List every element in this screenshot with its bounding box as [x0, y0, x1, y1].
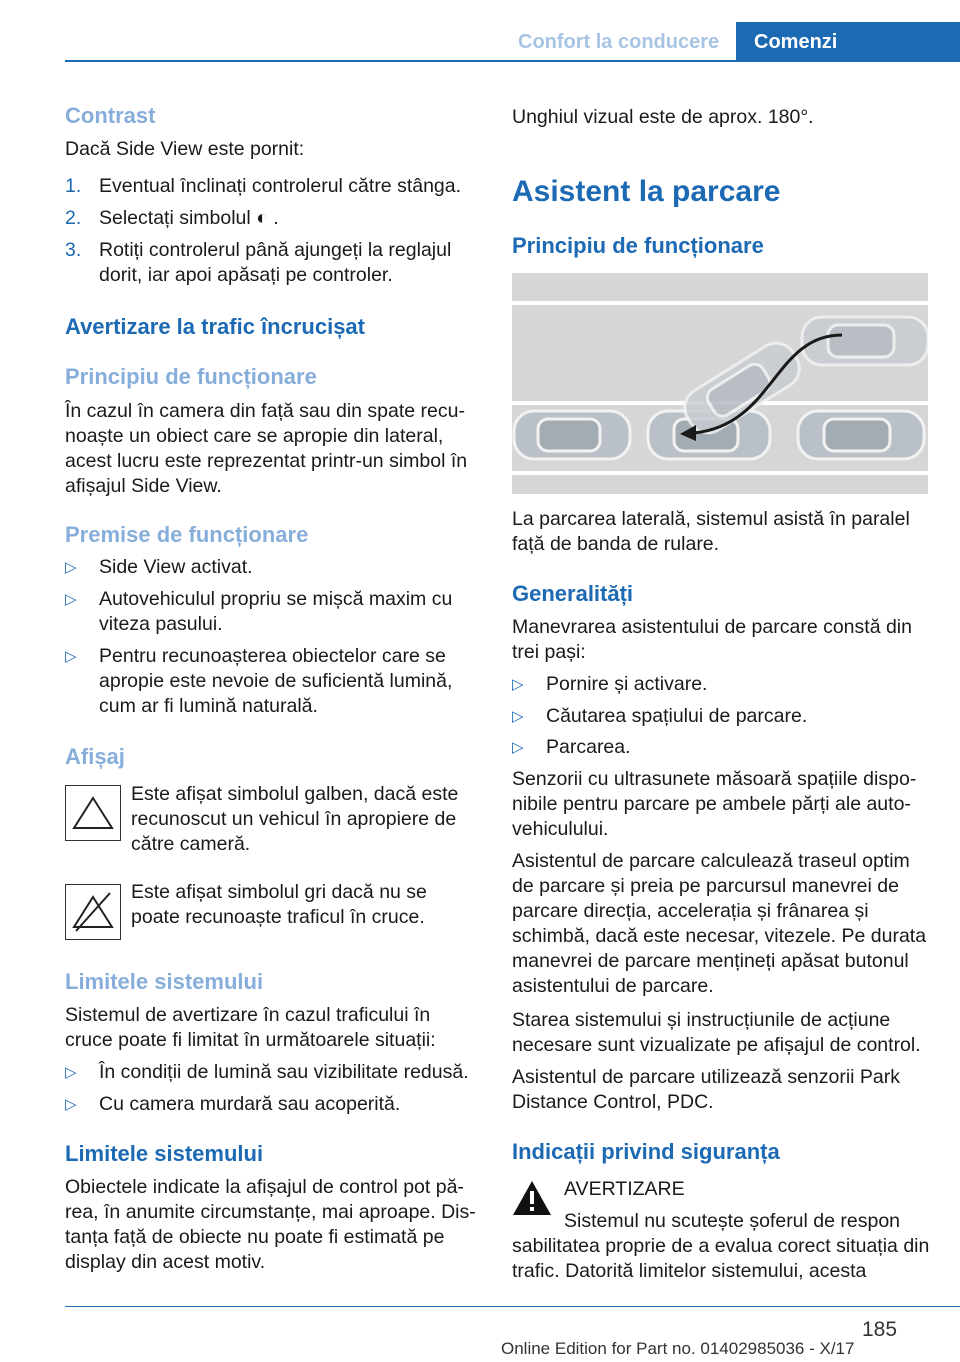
- general-step: [512, 672, 930, 697]
- step-number: 1.: [65, 175, 82, 197]
- parked-car-left: [514, 411, 630, 459]
- contrast-intro: Dacă Side View este pornit:: [65, 138, 305, 160]
- step-text: Eventual înclinați controlerul către stânga.: [99, 175, 462, 197]
- general-heading: Generalități: [512, 581, 634, 606]
- footer-rule: [65, 1306, 960, 1307]
- pdc-text: Asistentul de parcare utilizează senzorii Park Distance Control, PDC.: [512, 1066, 901, 1113]
- bullet-triangle-icon: ▷: [65, 1096, 77, 1113]
- limits-heading: Limitele sistemului: [65, 969, 264, 994]
- step-number: 3.: [65, 239, 82, 261]
- warning-text: sabilitatea proprie de a evalua corect situația din trafic. Datorită limitelor sistemului, acesta: [512, 1235, 930, 1282]
- principle-text: În cazul în camera din față sau din spate recunoaște un obiect care se apropie din lateral, acest lucru este reprezentat printr-un simbol în afișajul Side View.: [65, 400, 468, 497]
- contrast-heading: Contrast: [65, 103, 156, 128]
- requirements-heading: Premise de funcționare: [65, 522, 309, 547]
- edition-footer: Online Edition for Part no. 01402985036 - X/17: [501, 1339, 855, 1358]
- limits-heading-2: Limitele sistemului: [65, 1141, 264, 1166]
- warning-triangle-icon: [65, 785, 121, 841]
- safety-heading: Indicații privind siguranța: [512, 1139, 780, 1164]
- contrast-step: [65, 174, 481, 199]
- viewing-angle-text: Unghiul vizual este de aprox. 180°.: [512, 106, 814, 128]
- bullet-triangle-icon: ▷: [65, 648, 77, 665]
- display-heading: Afișaj: [65, 744, 125, 769]
- parked-car-right: [798, 411, 924, 459]
- limits-text: Sistemul de avertizare în cazul traficului în cruce poate fi limitat în următoarele situații:: [65, 1004, 436, 1051]
- limit-text: Cu camera murdară sau acoperită.: [99, 1093, 401, 1115]
- warning-triangle-crossed-icon: [65, 884, 121, 940]
- header-rule: [65, 60, 960, 62]
- bullet-triangle-icon: ▷: [65, 1064, 77, 1081]
- requirement-text: Autovehiculul propriu se mișcă maxim cu viteza pasului.: [99, 588, 453, 635]
- general-step-text: Căutarea spațiului de parcare.: [546, 705, 808, 727]
- status-text: Starea sistemului și instrucțiunile de acțiune necesare sunt vizualizate pe afișajul de control.: [512, 1009, 921, 1056]
- bullet-triangle-icon: ▷: [65, 559, 77, 576]
- contrast-step: [65, 206, 481, 231]
- warning-label: AVERTIZARE: [564, 1178, 685, 1200]
- step-text: Rotiți controlerul până ajungeți la reglajul dorit, iar apoi apăsați pe controler.: [99, 239, 452, 286]
- bullet-triangle-icon: ▷: [65, 591, 77, 608]
- limit-item: [65, 1092, 481, 1117]
- requirement-text: Pentru recunoașterea obiectelor care se apropie este nevoie de suficientă lumină, cum ar fi lumină naturală.: [99, 645, 453, 717]
- page-number: 185: [862, 1318, 898, 1341]
- cross-traffic-heading: Avertizare la trafic încrucișat: [65, 314, 365, 339]
- requirement-item: [65, 587, 481, 637]
- limit-text: În condiții de lumină sau vizibilitate redusă.: [99, 1061, 469, 1083]
- warning-icon: [512, 1180, 552, 1216]
- sensors-text: Senzorii cu ultrasunete măsoară spațiile disponibile pentru parcare pe ambele părți ale autovehiculului.: [512, 768, 917, 840]
- general-text: Manevrarea asistentului de parcare constă din trei pași:: [512, 616, 912, 663]
- limits-text-2: Obiectele indicate la afișajul de control pot părea, în anumite circumstanțe, mai aproape. Distanța față de obiecte nu poate fi estimată pe display din acest motiv.: [65, 1176, 476, 1273]
- general-step: [512, 735, 930, 760]
- display-yellow-text: Este afișat simbolul galben, dacă este recunoscut un vehicul în apropiere de către cameră.: [131, 783, 459, 855]
- step-text: Selectați simbolul ◐ .: [99, 207, 279, 229]
- step-number: 2.: [65, 207, 82, 229]
- assist-text: Asistentul de parcare calculează traseul optim de parcare și preia pe parcursul manevrei de parcare direcția, accelerația și frânarea și schimbă, dacă este necesar, vitezele. Pe durata manevrei de parcare mențineți apăsat butonul asistentului de parcare.: [512, 850, 927, 997]
- general-step-text: Pornire și activare.: [546, 673, 708, 695]
- parking-illustration: [512, 273, 928, 494]
- display-grey-text: Este afișat simbolul gri dacă nu se poate recunoaște traficul în cruce.: [131, 881, 427, 928]
- general-step: [512, 704, 930, 729]
- figure-caption: La parcarea laterală, sistemul asistă în paralel față de banda de rulare.: [512, 508, 910, 555]
- park-assist-principle-heading: Principiu de funcționare: [512, 233, 764, 258]
- contrast-step: [65, 238, 481, 288]
- bullet-triangle-icon: ▷: [512, 739, 524, 756]
- principle-heading: Principiu de funcționare: [65, 364, 317, 389]
- bullet-triangle-icon: ▷: [512, 676, 524, 693]
- limit-item: [65, 1060, 481, 1085]
- requirement-text: Side View activat.: [99, 556, 253, 578]
- warning-text-first-line: Sistemul nu scutește șoferul de respon: [564, 1210, 901, 1232]
- header-chapter-tab: [736, 22, 960, 62]
- park-assist-heading: Asistent la parcare: [512, 175, 781, 208]
- general-step-text: Parcarea.: [546, 736, 631, 758]
- requirement-item: [65, 644, 481, 719]
- header-section-title: Confort la conducere: [518, 31, 720, 53]
- bullet-triangle-icon: ▷: [512, 708, 524, 725]
- header-chapter-label: Comenzi: [754, 30, 838, 53]
- requirement-item: [65, 555, 481, 580]
